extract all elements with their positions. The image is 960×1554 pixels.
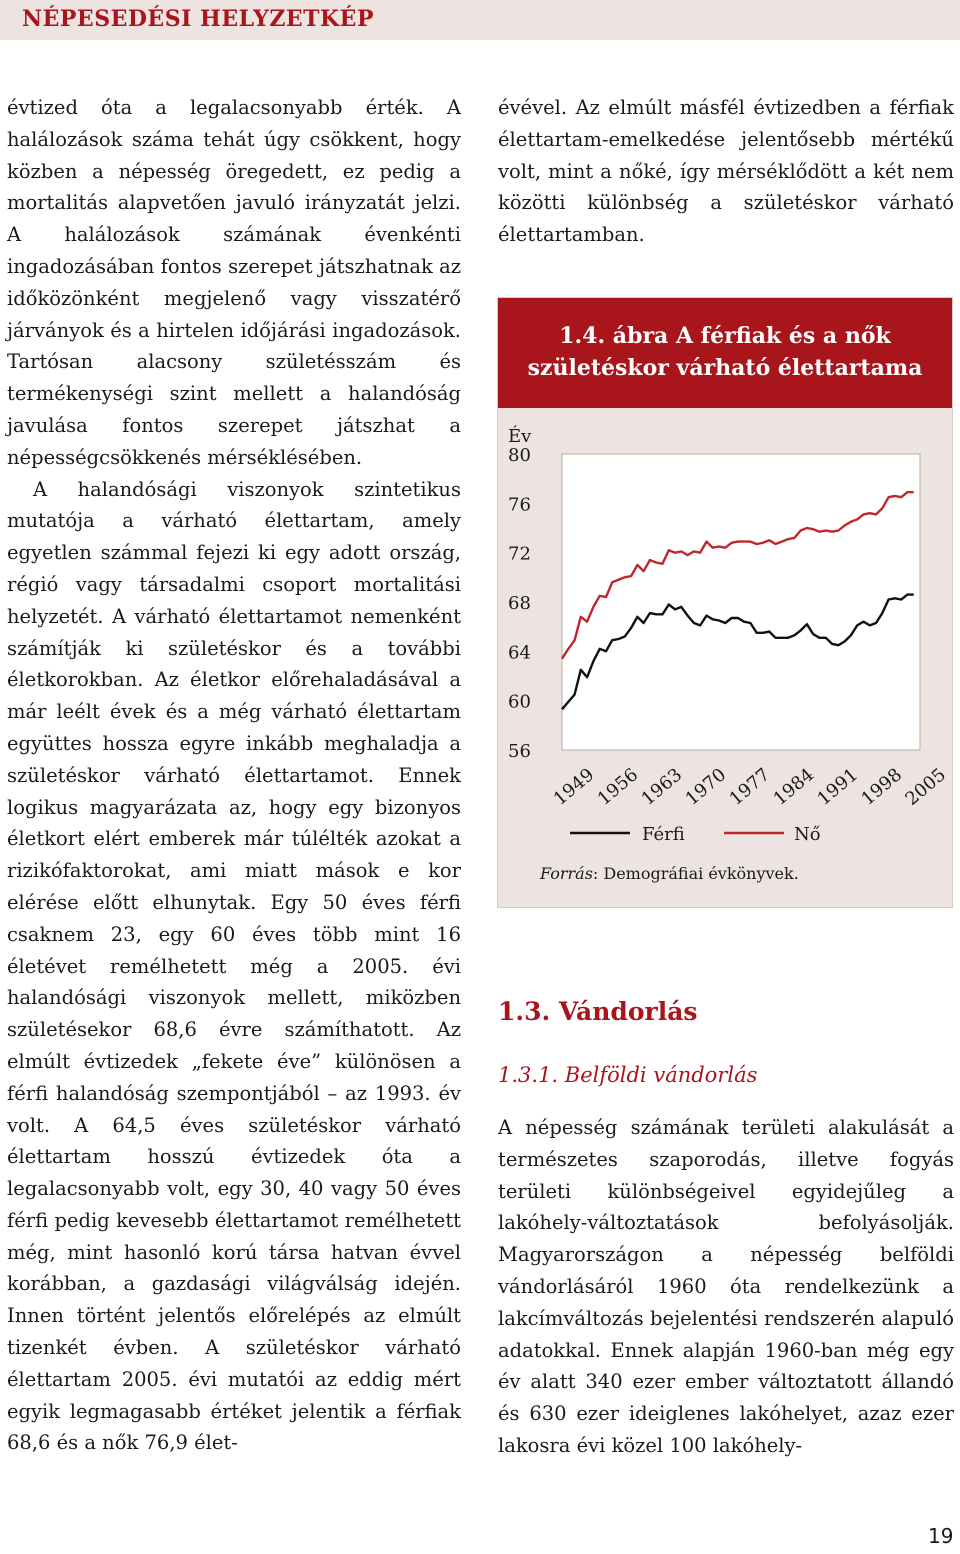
header-title: NÉPESEDÉSI HELYZETKÉP	[22, 6, 374, 32]
figure-title-line: születéskor várható élettartama	[527, 355, 923, 381]
y-tick-label: 72	[508, 543, 531, 565]
y-tick-label: 56	[508, 741, 531, 762]
x-tick-label: 1970	[681, 764, 731, 810]
x-tick-label: 1977	[725, 764, 775, 810]
legend-label: Férfi	[642, 824, 685, 845]
figure-svg	[498, 298, 952, 907]
source-text: : Demográfiai évkönyvek.	[592, 864, 799, 883]
paragraph: A halandósági viszonyok szintetikus mutatója a várható élettartam, amely egyetlen számmal fejezi ki egy adott ország, régió vagy társadalmi csoport mortalitási helyzetét. A várható élettartamot nemenként számítják ki születéskor és a további életkorokban. Az életkor előrehaladásával a már leélt évek és a még várható élettartam együttes hossza egyre inkább meghaladja a születéskor várható élettartamot. Ennek logikus magyarázata az, hogy egy bizonyos életkort elért emberek már túlélték azokat a rizikófaktorokat, ami miatt mások e kor elérése előtt elhunytak. Egy 50 éves férfi csaknem 23, egy 60 éves több mint 16 életévet remélhetett még a 2005. évi halandósági viszonyok mellett, miközben születésekor 68,6 évre számíthatott. Az elmúlt évtizedek „fekete éve” különösen a férfi halandóság szempontjából – az 1993. év volt. A 64,5 éves születéskor várható élettartam hosszú évtizedek óta a legalacsonyabb volt, egy 30, 40 vagy 50 éves férfi pedig kevesebb élettartamot remélhetett még, mint hasonló korú társa hatvan évvel korábban, a gazdasági világválság idején. Innen történt jelentős előrelépés az elmúlt tizenkét évben. A születéskor várható élettartam 2005. évi mutatói az eddig mért egyik legmagasabb értéket jelentik a férfiak 68,6 és a nők 76,9 élet-	[7, 477, 461, 1455]
figure-title	[498, 320, 952, 384]
page-number: 19	[928, 1524, 954, 1548]
x-tick-label: 1963	[637, 764, 687, 810]
subsection-title: 1.3.1. Belföldi vándorlás	[498, 1063, 758, 1087]
paragraph: A népesség számának területi alakulását a természetes szaporodás, illetve fogyás területi különbségeivel egyidejűleg a lakóhely-változtatások befolyásolják. Magyarországon a népesség belföldi vándorlásáról 1960 óta rendelkezünk a lakcímváltozás bejelentési rendszerén alapuló adatokkal. Ennek alapján 1960-ban még egy év alatt 340 ezer ember változtatott állandó és 630 ezer ideiglenes lakóhelyet, azaz ezer lakosra évi közel 100 lakóhely-	[498, 1116, 954, 1457]
x-tick-label: 1956	[593, 764, 643, 810]
x-tick-label: 1991	[813, 764, 863, 810]
y-tick-label: 60	[508, 691, 531, 713]
section-title: 1.3. Vándorlás	[498, 997, 698, 1026]
y-tick-label: 64	[508, 642, 531, 664]
x-tick-label: 1949	[549, 764, 599, 810]
y-tick-label: 68	[508, 593, 531, 614]
running-header	[0, 0, 960, 40]
right-column	[498, 92, 954, 251]
plot-area	[562, 454, 920, 750]
y-tick-label: 80	[508, 445, 531, 466]
paragraph: évtized óta a legalacsonyabb érték. A halálozások száma tehát úgy csökkent, hogy közben a népesség öregedett, ez pedig a mortalitás alapvetően javuló irányzatát jelzi. A halálozások számának évenkénti ingadozásában fontos szerepet játszhatnak az időközönként megjelenő vagy visszatérő járványok és a hirtelen időjárási ingadozások. Tartósan alacsony születésszám és termékenységi szint mellett a halandóság javulása fontos szerepet játszhat a népességcsökkenés mérséklésében.	[7, 96, 461, 469]
legend-label: Nő	[794, 824, 821, 845]
figure-source	[540, 864, 799, 883]
y-tick-label: 76	[508, 494, 531, 516]
source-label: Forrás	[540, 864, 593, 883]
figure-box	[497, 297, 953, 908]
x-tick-label: 1984	[769, 764, 819, 810]
section-text	[498, 1112, 954, 1462]
paragraph: évével. Az elmúlt másfél évtizedben a férfiak élettartam-emelkedése jelentősebb mértékű volt, mint a nőké, így mérséklődött a két nem közötti különbség a születéskor várható élettartamban.	[498, 96, 954, 247]
figure-title-line: 1.4. ábra A férfiak és a nők	[559, 323, 891, 349]
x-tick-label: 2005	[901, 764, 951, 810]
left-column	[7, 92, 461, 1459]
life-expectancy-chart	[508, 424, 950, 845]
x-tick-label: 1998	[857, 764, 907, 810]
y-axis-label: Év	[508, 426, 532, 447]
